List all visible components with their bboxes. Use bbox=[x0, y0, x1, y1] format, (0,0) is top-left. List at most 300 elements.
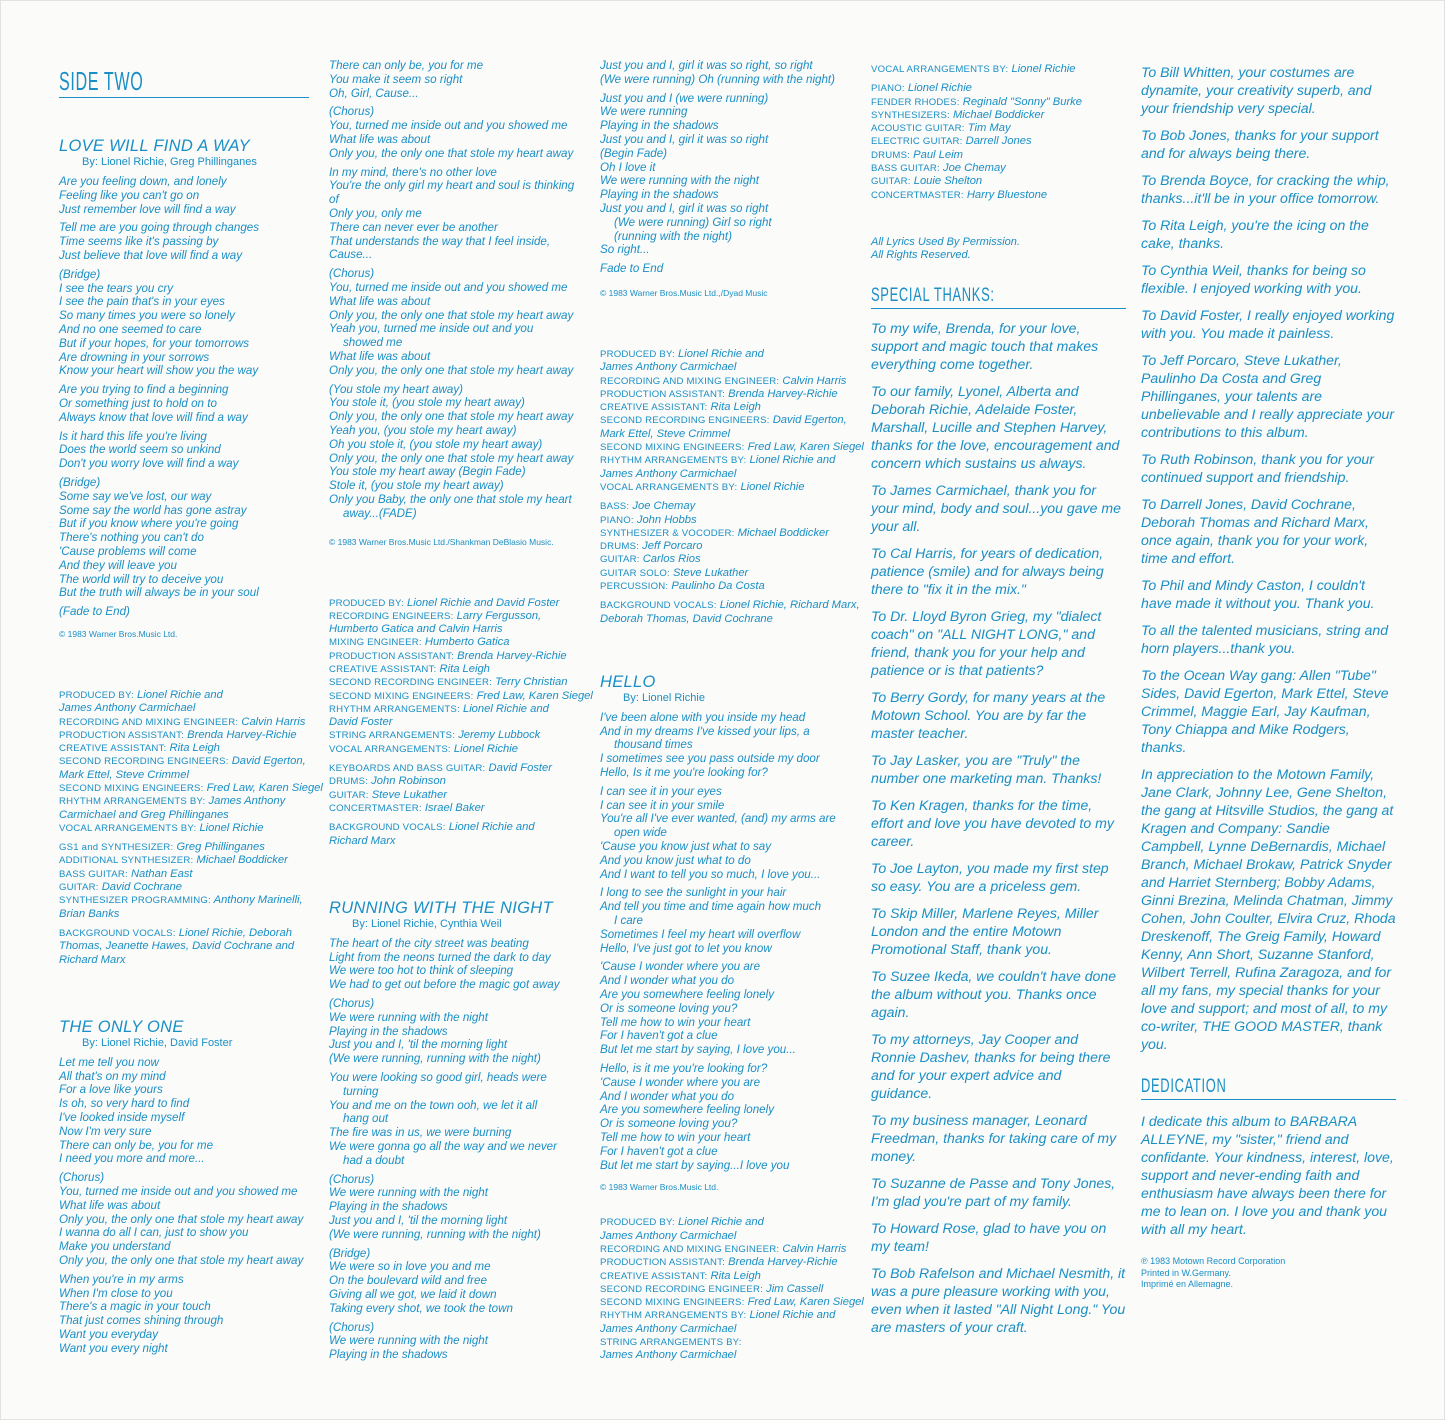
credits-continued bbox=[871, 63, 1126, 202]
lyric-line: (Fade to End) bbox=[59, 605, 130, 619]
credit-names: Fred Law, Karen Siegel bbox=[476, 689, 593, 702]
credit-names: James Anthony bbox=[208, 795, 286, 808]
credit-role: GUITAR: bbox=[600, 554, 640, 566]
credit-role: SYNTHESIZER PROGRAMMING: bbox=[59, 895, 211, 907]
credit-names: Brenda Harvey-Richie bbox=[728, 387, 838, 400]
lyric-line: (Chorus) bbox=[329, 997, 375, 1011]
credit-line bbox=[600, 514, 855, 527]
lyric-line: away...(FADE) bbox=[343, 506, 417, 520]
lyric-line: You stole my heart away (Begin Fade) bbox=[329, 465, 526, 479]
lyric-line: In my mind, there's no other love bbox=[329, 165, 497, 179]
credit-names: Jim Cassell bbox=[766, 1282, 824, 1295]
credit-role: BASS GUITAR: bbox=[59, 868, 128, 880]
lyric-line: (Bridge) bbox=[59, 475, 101, 489]
lyric-line: The fire was in us, we were burning bbox=[329, 1126, 512, 1140]
credit-line bbox=[600, 1243, 855, 1256]
credit-role: ACOUSTIC GUITAR: bbox=[871, 123, 965, 135]
credit-line bbox=[59, 781, 323, 795]
credit-line bbox=[871, 96, 1126, 109]
lyrics bbox=[600, 59, 855, 276]
lyric-line: Only you, the only one that stole my heart away bbox=[329, 146, 574, 160]
credit-names: Jeff Porcaro bbox=[642, 540, 703, 553]
thanks-paragraph: To my business manager, Leonard Freedman, thanks for taking care of my money. bbox=[871, 1111, 1117, 1164]
lyric-line: I long to see the sunlight in your hair bbox=[600, 886, 787, 900]
credit-line bbox=[329, 789, 584, 802]
lyric-line: Playing in the shadows bbox=[600, 119, 719, 133]
credit-names: Harry Bluestone bbox=[966, 188, 1048, 201]
rights-notice bbox=[871, 236, 1126, 262]
credit-names: Fred Law, Karen Siegel bbox=[747, 441, 864, 454]
stanza bbox=[329, 1071, 584, 1168]
lyric-line: Oh I love it bbox=[600, 160, 656, 174]
lyric-line: When I'm close to you bbox=[59, 1286, 173, 1300]
thanks-paragraph: To Jeff Porcaro, Steve Lukather, Paulinho Da Costa and Greg Phillinganes, your talents are unbelievable and I really appreciate your contributions to this album. bbox=[1141, 352, 1395, 440]
lyric-line: turning bbox=[343, 1084, 379, 1098]
credit-line bbox=[871, 149, 1126, 162]
credit-names: Rita Leigh bbox=[169, 742, 220, 755]
dedication-text: I dedicate this album to BARBARA ALLEYNE, my "sister," friend and confidante. Your kindness, interest, love, support and never-ending faith and enthusiasm have always been there for me to lean on. I love you and thank you with all my heart. bbox=[1141, 1113, 1394, 1237]
stanza bbox=[59, 221, 309, 262]
lyric-line: 'Cause you know just what to say bbox=[600, 840, 772, 854]
thanks-paragraph: To Brenda Boyce, for cracking the whip, thanks...it'll be in your office tomorrow. bbox=[1141, 172, 1390, 206]
songwriters: By: Lionel Richie, Greg Phillinganes bbox=[82, 156, 257, 168]
lyric-line: There can only be, you for me bbox=[59, 1138, 214, 1152]
credit-role: GUITAR: bbox=[329, 789, 369, 801]
thanks-paragraph: To Suzee Ikeda, we couldn't have done the album without you. Thanks once again. bbox=[871, 967, 1117, 1020]
lyric-line: We were gonna go all the way and we never bbox=[329, 1140, 557, 1153]
credit-names: Louie Shelton bbox=[913, 175, 983, 188]
credit-line bbox=[59, 689, 309, 702]
credit-names: James Anthony Carmichael bbox=[59, 702, 196, 715]
credit-line bbox=[329, 743, 584, 756]
credit-role: PERCUSSION: bbox=[600, 581, 669, 592]
lyric-line: (running with the night) bbox=[614, 229, 732, 243]
credit-line bbox=[600, 468, 855, 481]
lyric-line: Just you and I, girl it was so right bbox=[600, 201, 769, 215]
credit-names: Rita Leigh bbox=[710, 401, 761, 414]
credit-line bbox=[600, 1336, 855, 1349]
lyric-line: of bbox=[329, 193, 339, 207]
stanza bbox=[600, 1062, 855, 1172]
credit-line bbox=[600, 500, 855, 513]
thanks-paragraph: To my wife, Brenda, for your love, support and magic touch that makes everything come together. bbox=[871, 319, 1099, 372]
lyric-line: Is oh, so very hard to find bbox=[59, 1097, 190, 1111]
stanza bbox=[600, 960, 855, 1057]
credit-role: PRODUCTION ASSISTANT: bbox=[600, 388, 726, 400]
credit-role: PRODUCTION ASSISTANT: bbox=[600, 1257, 726, 1269]
lyric-line: Only you, the only one that stole my heart away bbox=[59, 1254, 304, 1267]
thanks-paragraph: To the Ocean Way gang: Allen "Tube" Sides, David Egerton, Mark Ettel, Steve Crimmel, Maggie Earl, Jay Kaufman, Tony Chiappa and Mike Rodgers, thanks. bbox=[1141, 667, 1389, 755]
credit-names: Richard Marx bbox=[59, 953, 126, 966]
lyric-line: You, turned me inside out and you showed me bbox=[329, 119, 568, 133]
credit-line bbox=[59, 894, 309, 907]
credit-role: RHYTHM ARRANGEMENTS BY: bbox=[600, 1310, 747, 1322]
credit-names: Mark Ettel, Steve Crimmel bbox=[59, 768, 189, 781]
lyric-line: Playing in the shadows bbox=[329, 1348, 448, 1362]
credit-line bbox=[600, 1283, 855, 1296]
credit-names: Anthony Marinelli, bbox=[213, 894, 303, 907]
credit-names: Tim May bbox=[967, 122, 1011, 135]
song-title-running-with-the-night: RUNNING WITH THE NIGHT bbox=[329, 898, 553, 917]
column-1 bbox=[59, 59, 323, 1361]
lyric-line: Does the world seem so unkind bbox=[59, 443, 221, 457]
lyric-line: Fade to End bbox=[600, 262, 664, 276]
stanza bbox=[59, 476, 309, 600]
lyric-line: Make you understand bbox=[59, 1240, 171, 1254]
lyric-line: (Chorus) bbox=[329, 1172, 375, 1186]
lyric-line: And tell you time and time again how much bbox=[600, 900, 822, 914]
lyric-line: You, turned me inside out and you showed me bbox=[329, 280, 568, 294]
credit-line bbox=[329, 663, 584, 676]
lyric-line: We were running with the night bbox=[329, 1186, 488, 1200]
credit-names: Brian Banks bbox=[59, 907, 120, 920]
lyric-line: Let me tell you now bbox=[59, 1055, 159, 1069]
credit-names: Lionel Richie bbox=[1011, 63, 1076, 75]
credit-names: Lionel Richie and bbox=[678, 347, 764, 360]
credit-names: Richard Marx bbox=[329, 834, 396, 847]
stanza bbox=[600, 785, 855, 882]
lyric-line: But if you know where you're going bbox=[59, 517, 239, 531]
credit-role: DRUMS: bbox=[329, 776, 369, 788]
credit-names: Lionel Richie and bbox=[749, 1309, 836, 1322]
thanks-paragraph: To Jay Lasker, you are "Truly" the number one marketing man. Thanks! bbox=[871, 751, 1102, 786]
credit-role: CONCERTMASTER: bbox=[329, 802, 422, 814]
stanza bbox=[600, 711, 855, 780]
credit-names: James Anthony Carmichael bbox=[600, 1229, 737, 1242]
lyric-line: (You stole my heart away) bbox=[329, 382, 464, 396]
lyric-line: (We were running, running with the night) bbox=[329, 1052, 541, 1066]
side-label: SIDE TWO bbox=[59, 66, 144, 96]
credit-names: Calvin Harris bbox=[782, 374, 847, 387]
stanza bbox=[59, 383, 309, 424]
lyric-line: I see the tears you cry bbox=[59, 281, 174, 295]
credit-names: Israel Baker bbox=[424, 801, 485, 814]
lyric-line: Stole it, (you stole my heart away) bbox=[329, 479, 504, 493]
stanza bbox=[329, 59, 584, 100]
lyric-line: There can never ever be another bbox=[329, 220, 498, 234]
lyric-line: Only you, only me bbox=[329, 206, 422, 220]
lyric-line: We were running with the night bbox=[329, 1334, 488, 1348]
lyric-line: I've been alone with you inside my head bbox=[600, 710, 806, 724]
lyric-line: For a love like yours bbox=[59, 1083, 163, 1097]
lyric-line: And no one seemed to care bbox=[59, 322, 202, 336]
thanks-paragraph: To James Carmichael, thank you for your mind, body and soul...you gave me your all. bbox=[871, 481, 1121, 534]
credit-names: Lionel Richie and bbox=[678, 1216, 764, 1229]
rights-line: All Lyrics Used By Permission. bbox=[871, 235, 1020, 248]
lyric-line: There's a magic in your touch bbox=[59, 1300, 211, 1314]
credit-names: Lionel Richie and David Foster bbox=[407, 596, 560, 609]
credit-line bbox=[871, 175, 1126, 188]
credit-role: ELECTRIC GUITAR: bbox=[871, 136, 963, 148]
lyric-line: Are drowning in your sorrows bbox=[59, 350, 210, 364]
credit-line bbox=[329, 821, 584, 834]
credit-role: BACKGROUND VOCALS: bbox=[59, 927, 176, 939]
stanza bbox=[600, 59, 855, 87]
lyric-line: (Chorus) bbox=[329, 1320, 375, 1334]
credit-role: GUITAR SOLO: bbox=[600, 567, 670, 579]
credit-names: David Egerton, bbox=[231, 755, 306, 768]
lyric-line: Are you somewhere feeling lonely bbox=[600, 988, 775, 1002]
credits bbox=[329, 596, 593, 848]
credit-names: Lionel Richie, Deborah bbox=[178, 926, 292, 939]
stanza bbox=[329, 1321, 584, 1362]
lyric-line: Only you Baby, the only one that stole my heart bbox=[329, 492, 572, 506]
song-title-love-will-find-a-way: LOVE WILL FIND A WAY bbox=[59, 137, 250, 155]
thanks-paragraph: To Howard Rose, glad to have you on my team! bbox=[871, 1219, 1107, 1254]
lyric-line: And I want to tell you so much, I love you... bbox=[600, 867, 821, 881]
lyric-line: Time seems like it's passing by bbox=[59, 235, 219, 249]
lyric-line: Just you and I, 'til the morning light bbox=[329, 1038, 508, 1052]
lyric-line: But the truth will always be in your soul bbox=[59, 586, 259, 600]
lyric-line: Are you trying to find a beginning bbox=[59, 383, 229, 397]
lyric-line: I can see it in your eyes bbox=[600, 784, 722, 798]
lyric-line: 'Cause problems will come bbox=[59, 544, 197, 558]
credit-names: Greg Phillinganes bbox=[176, 841, 265, 854]
copyright: © 1983 Warner Bros.Music Ltd. bbox=[59, 628, 178, 639]
credit-names: Calvin Harris bbox=[241, 715, 306, 728]
lyric-line: (Chorus) bbox=[329, 267, 375, 281]
credit-names: Lionel Richie bbox=[453, 742, 518, 755]
thanks-paragraph: To my attorneys, Jay Cooper and Ronnie Dashev, thanks for being there and for your expert advice and guidance. bbox=[871, 1030, 1111, 1101]
songwriters: By: Lionel Richie bbox=[623, 691, 705, 704]
credit-role: GS1 and SYNTHESIZER: bbox=[59, 842, 174, 854]
lyric-line: We were so in love you and me bbox=[329, 1260, 491, 1274]
credit-role: VOCAL ARRANGEMENTS BY: bbox=[871, 64, 1009, 75]
credit-names: Lionel Richie and bbox=[448, 821, 535, 834]
credit-role: ADDITIONAL SYNTHESIZER: bbox=[59, 855, 194, 867]
credit-role: VOCAL ARRANGEMENTS: bbox=[329, 743, 451, 755]
credit-line bbox=[600, 361, 855, 374]
lyric-line: But let me start by saying, I love you... bbox=[600, 1043, 796, 1057]
credit-role: RECORDING ENGINEERS: bbox=[329, 610, 454, 622]
stanza bbox=[600, 262, 855, 276]
lyric-line: What life was about bbox=[329, 294, 431, 308]
credit-names: James Anthony Carmichael bbox=[600, 1322, 737, 1335]
footer bbox=[1141, 1256, 1396, 1291]
lyric-line: We were running with the night bbox=[600, 174, 759, 188]
thanks-paragraph: In appreciation to the Motown Family, Jane Clark, Johnny Lee, Gene Shelton, the gang at Hitsville Studios, the gang at Kragen and Company: Sandie Campbell, Lynne DeBernardis, Michael Branch, Michael Brokaw, Patrick Snyder and Harriet Sternberg; Bobby Adams, Ginni Brezina, Melinda Chatman, Jimmy Cohen, John Coulter, Elvira Cruz, Rhoda Dreskenoff, The Greig Family, Howard Kenny, Ann Short, Suzanne Stanford, Wilbert Terrell, Rufina Zaragoza, and for all my fans, my special thanks for your love and support; and most of all, to my co-writer, THE GOOD MASTER, thank you. bbox=[1141, 766, 1396, 1052]
credit-line bbox=[59, 927, 309, 940]
lyric-line: I sometimes see you pass outside my door bbox=[600, 752, 820, 766]
footer-line: Imprimé en Allemagne. bbox=[1141, 1279, 1234, 1289]
thanks-paragraph: To our family, Lyonel, Alberta and Deborah Richie, Adelaide Foster, Marshall, Lucille and Stephen Harvey, thanks for the love, encouragement and concern which sustains us always. bbox=[871, 382, 1120, 471]
lyric-line: We had to get out before the magic got away bbox=[329, 978, 560, 992]
credit-role: SYNTHESIZERS: bbox=[871, 109, 950, 121]
credit-role: DRUMS: bbox=[871, 149, 911, 161]
credit-line bbox=[871, 189, 1126, 202]
credit-role: GUITAR: bbox=[871, 176, 911, 188]
credit-line bbox=[600, 1349, 855, 1362]
lyric-line: Just you and I, 'til the morning light bbox=[329, 1213, 508, 1227]
lyric-line: Just you and I, girl it was so right, so right bbox=[600, 59, 813, 72]
stanza bbox=[329, 1173, 584, 1242]
credit-line bbox=[871, 122, 1126, 135]
stanza bbox=[329, 383, 584, 521]
thanks-paragraph: To Bob Rafelson and Michael Nesmith, it was a pure pleasure working with you, even when it lasted "All Night Long." You are masters of your craft. bbox=[871, 1264, 1126, 1335]
credit-line bbox=[871, 82, 1126, 95]
thanks-paragraph: To Bill Whitten, your costumes are dynamite, your creativity superb, and your friendship very special. bbox=[1141, 64, 1372, 116]
credit-names: David Cochrane bbox=[101, 881, 182, 894]
thanks-paragraph: To Suzanne de Passe and Tony Jones, I'm glad you're part of my family. bbox=[871, 1174, 1116, 1209]
thanks-paragraph: To Darrell Jones, David Cochrane, Deborah Thomas and Richard Marx, once again, thank you for your work, time and effort. bbox=[1141, 496, 1369, 566]
credit-line bbox=[600, 1296, 864, 1309]
lyric-line: So many times you were so lonely bbox=[59, 309, 235, 323]
credit-names: Paul Leim bbox=[913, 148, 963, 161]
lyric-line: Light from the neons turned the dark to day bbox=[329, 950, 551, 964]
rights-line: All Rights Reserved. bbox=[871, 248, 971, 261]
lyric-line: Tell me how to win your heart bbox=[600, 1015, 751, 1029]
credit-line bbox=[600, 553, 855, 566]
credit-role: SECOND RECORDING ENGINEERS: bbox=[600, 415, 770, 427]
thanks-paragraph: To Joe Layton, you made my first step so easy. You are a priceless gem. bbox=[871, 859, 1109, 894]
stanza bbox=[59, 430, 309, 471]
lyric-line: Some say the world has gone astray bbox=[59, 503, 247, 517]
stanza bbox=[59, 1056, 309, 1166]
credit-line bbox=[600, 1270, 855, 1283]
credit-line bbox=[600, 567, 855, 580]
lyric-line: I care bbox=[614, 914, 643, 928]
thanks-paragraph: To Ruth Robinson, thank you for your continued support and friendship. bbox=[1141, 451, 1374, 485]
credit-line bbox=[59, 702, 309, 715]
credit-line bbox=[600, 441, 864, 454]
footer-line: Printed in W.Germany. bbox=[1141, 1267, 1231, 1278]
lyric-line: Hello, is it me you're looking for? bbox=[600, 1062, 768, 1076]
lyric-line: Hello, I've just got to let you know bbox=[600, 941, 772, 955]
credit-role: SYNTHESIZER & VOCODER: bbox=[600, 527, 735, 539]
stanza bbox=[329, 937, 584, 992]
credit-role: CREATIVE ASSISTANT: bbox=[600, 402, 708, 414]
song-title-the-only-one: THE ONLY ONE bbox=[59, 1017, 184, 1036]
thanks-paragraph: To Rita Leigh, you're the icing on the cake, thanks. bbox=[1141, 217, 1369, 251]
credit-role: RHYTHM ARRANGEMENTS BY: bbox=[59, 796, 206, 808]
lyric-line: Know your heart will show you the way bbox=[59, 364, 259, 378]
thanks-paragraph: To Skip Miller, Marlene Reyes, Miller London and the entire Motown Promotional Staff, thank you. bbox=[871, 904, 1099, 957]
credit-line bbox=[59, 881, 309, 894]
lyric-line: And in my dreams I've kissed your lips, a bbox=[600, 724, 810, 738]
lyric-line: Just remember love will find a way bbox=[59, 202, 236, 216]
credit-role: SECOND MIXING ENGINEERS: bbox=[600, 442, 745, 454]
thanks-paragraph: To Bob Jones, thanks for your support and for always being there. bbox=[1141, 127, 1379, 161]
credit-line bbox=[329, 689, 593, 703]
credit-names: David Foster bbox=[488, 762, 552, 775]
credit-role: SECOND MIXING ENGINEERS: bbox=[59, 782, 204, 794]
credit-names: Larry Fergusson, bbox=[456, 609, 542, 622]
credit-names: Fred Law, Karen Siegel bbox=[206, 781, 323, 794]
credit-line bbox=[59, 742, 309, 755]
credit-names: Deborah Thomas, David Cochrane bbox=[600, 612, 773, 625]
stanza bbox=[59, 175, 309, 216]
credit-role: PRODUCED BY: bbox=[329, 597, 404, 609]
credit-line bbox=[600, 613, 855, 626]
credit-role: VOCAL ARRANGEMENTS BY: bbox=[59, 822, 197, 834]
credit-line bbox=[871, 109, 1126, 122]
credit-role: PRODUCED BY: bbox=[59, 689, 134, 701]
credit-line bbox=[600, 428, 855, 441]
lyric-line: You stole it, (you stole my heart away) bbox=[329, 396, 525, 410]
lyrics bbox=[600, 711, 855, 1173]
credit-line bbox=[600, 1309, 855, 1322]
credit-line bbox=[329, 623, 584, 636]
credit-names: Lionel Richie and bbox=[462, 702, 549, 715]
lyric-line: We were running bbox=[600, 105, 688, 119]
lyric-line: Want you every night bbox=[59, 1341, 168, 1355]
credit-line bbox=[329, 716, 584, 729]
credit-role: STRING ARRANGEMENTS BY: bbox=[600, 1337, 742, 1349]
credit-names: Jeremy Lubbock bbox=[458, 729, 541, 742]
credit-role: GUITAR: bbox=[59, 882, 99, 894]
lyric-line: You were looking so good girl, heads were bbox=[329, 1071, 547, 1085]
side-header-rule bbox=[59, 65, 309, 98]
lyric-line: What life was about bbox=[329, 349, 431, 363]
lyric-line: Only you, the only one that stole my heart away bbox=[329, 363, 574, 377]
stanza bbox=[59, 1171, 309, 1268]
credit-role: SECOND RECORDING ENGINEER: bbox=[600, 1283, 763, 1295]
credit-role: RHYTHM ARRANGEMENTS: bbox=[329, 703, 460, 715]
credit-line bbox=[600, 375, 855, 388]
credit-role: KEYBOARDS AND BASS GUITAR: bbox=[329, 763, 486, 775]
credit-names: James Anthony Carmichael bbox=[600, 361, 737, 374]
lyric-line: Playing in the shadows bbox=[329, 1024, 448, 1038]
credit-line bbox=[600, 414, 855, 427]
credit-names: Steve Lukather bbox=[371, 788, 447, 801]
lyric-line: Feeling like you can't go on bbox=[59, 188, 200, 202]
credit-line bbox=[600, 1256, 855, 1269]
credit-line bbox=[329, 729, 584, 742]
stanza bbox=[59, 268, 309, 378]
credit-names: Brenda Harvey-Richie bbox=[457, 649, 567, 662]
credit-line bbox=[329, 636, 584, 649]
credit-role: SECOND MIXING ENGINEERS: bbox=[329, 690, 474, 702]
credit-names: Steve Lukather bbox=[673, 566, 749, 579]
credit-role: RECORDING AND MIXING ENGINEER: bbox=[600, 375, 780, 387]
credit-line bbox=[329, 802, 584, 815]
thanks-paragraph: To Berry Gordy, for many years at the Motown School. You are by far the master teacher. bbox=[871, 688, 1106, 741]
credits bbox=[600, 347, 864, 626]
credit-line bbox=[329, 703, 584, 716]
credit-names: Mark Ettel, Steve Crimmel bbox=[600, 427, 730, 440]
column-5 bbox=[1141, 59, 1396, 1291]
credit-line bbox=[600, 1216, 855, 1229]
credit-role: PRODUCTION ASSISTANT: bbox=[59, 729, 185, 741]
credit-role: PRODUCED BY: bbox=[600, 1217, 675, 1229]
credit-role: SECOND MIXING ENGINEERS: bbox=[600, 1297, 745, 1309]
credit-names: Darrell Jones bbox=[965, 135, 1032, 148]
lyric-line: That understands the way that I feel inside, bbox=[329, 234, 551, 248]
lyric-line: All that's on my mind bbox=[59, 1069, 166, 1083]
credit-names: Michael Boddicker bbox=[737, 526, 829, 539]
songwriters: By: Lionel Richie, Cynthia Weil bbox=[352, 917, 502, 930]
lyric-line: Tell me are you going through changes bbox=[59, 221, 260, 235]
lyric-line: I need you more and more... bbox=[59, 1152, 205, 1166]
credit-role: RECORDING AND MIXING ENGINEER: bbox=[600, 1243, 780, 1255]
stanza bbox=[329, 1247, 584, 1316]
credit-line bbox=[329, 835, 584, 848]
credit-line bbox=[59, 908, 309, 921]
lyric-line: You're all I've ever wanted, (and) my arms are bbox=[600, 812, 836, 826]
thanks-paragraph: To Phil and Mindy Caston, I couldn't have made it without you. Thank you. bbox=[1141, 577, 1375, 611]
credit-role: PIANO: bbox=[600, 514, 634, 526]
lyric-line: Just believe that love will find a way bbox=[59, 248, 243, 262]
stanza bbox=[59, 605, 309, 619]
lyric-line: Always know that love will find a way bbox=[59, 410, 248, 424]
credit-names: James Anthony Carmichael bbox=[600, 467, 737, 480]
credit-line bbox=[600, 388, 855, 401]
credit-names: John Hobbs bbox=[636, 513, 697, 526]
special-thanks-heading: SPECIAL THANKS: bbox=[871, 284, 995, 306]
lyric-line: And they will leave you bbox=[59, 558, 177, 572]
credit-names: Calvin Harris bbox=[782, 1242, 847, 1255]
credit-role: BACKGROUND VOCALS: bbox=[329, 822, 446, 834]
